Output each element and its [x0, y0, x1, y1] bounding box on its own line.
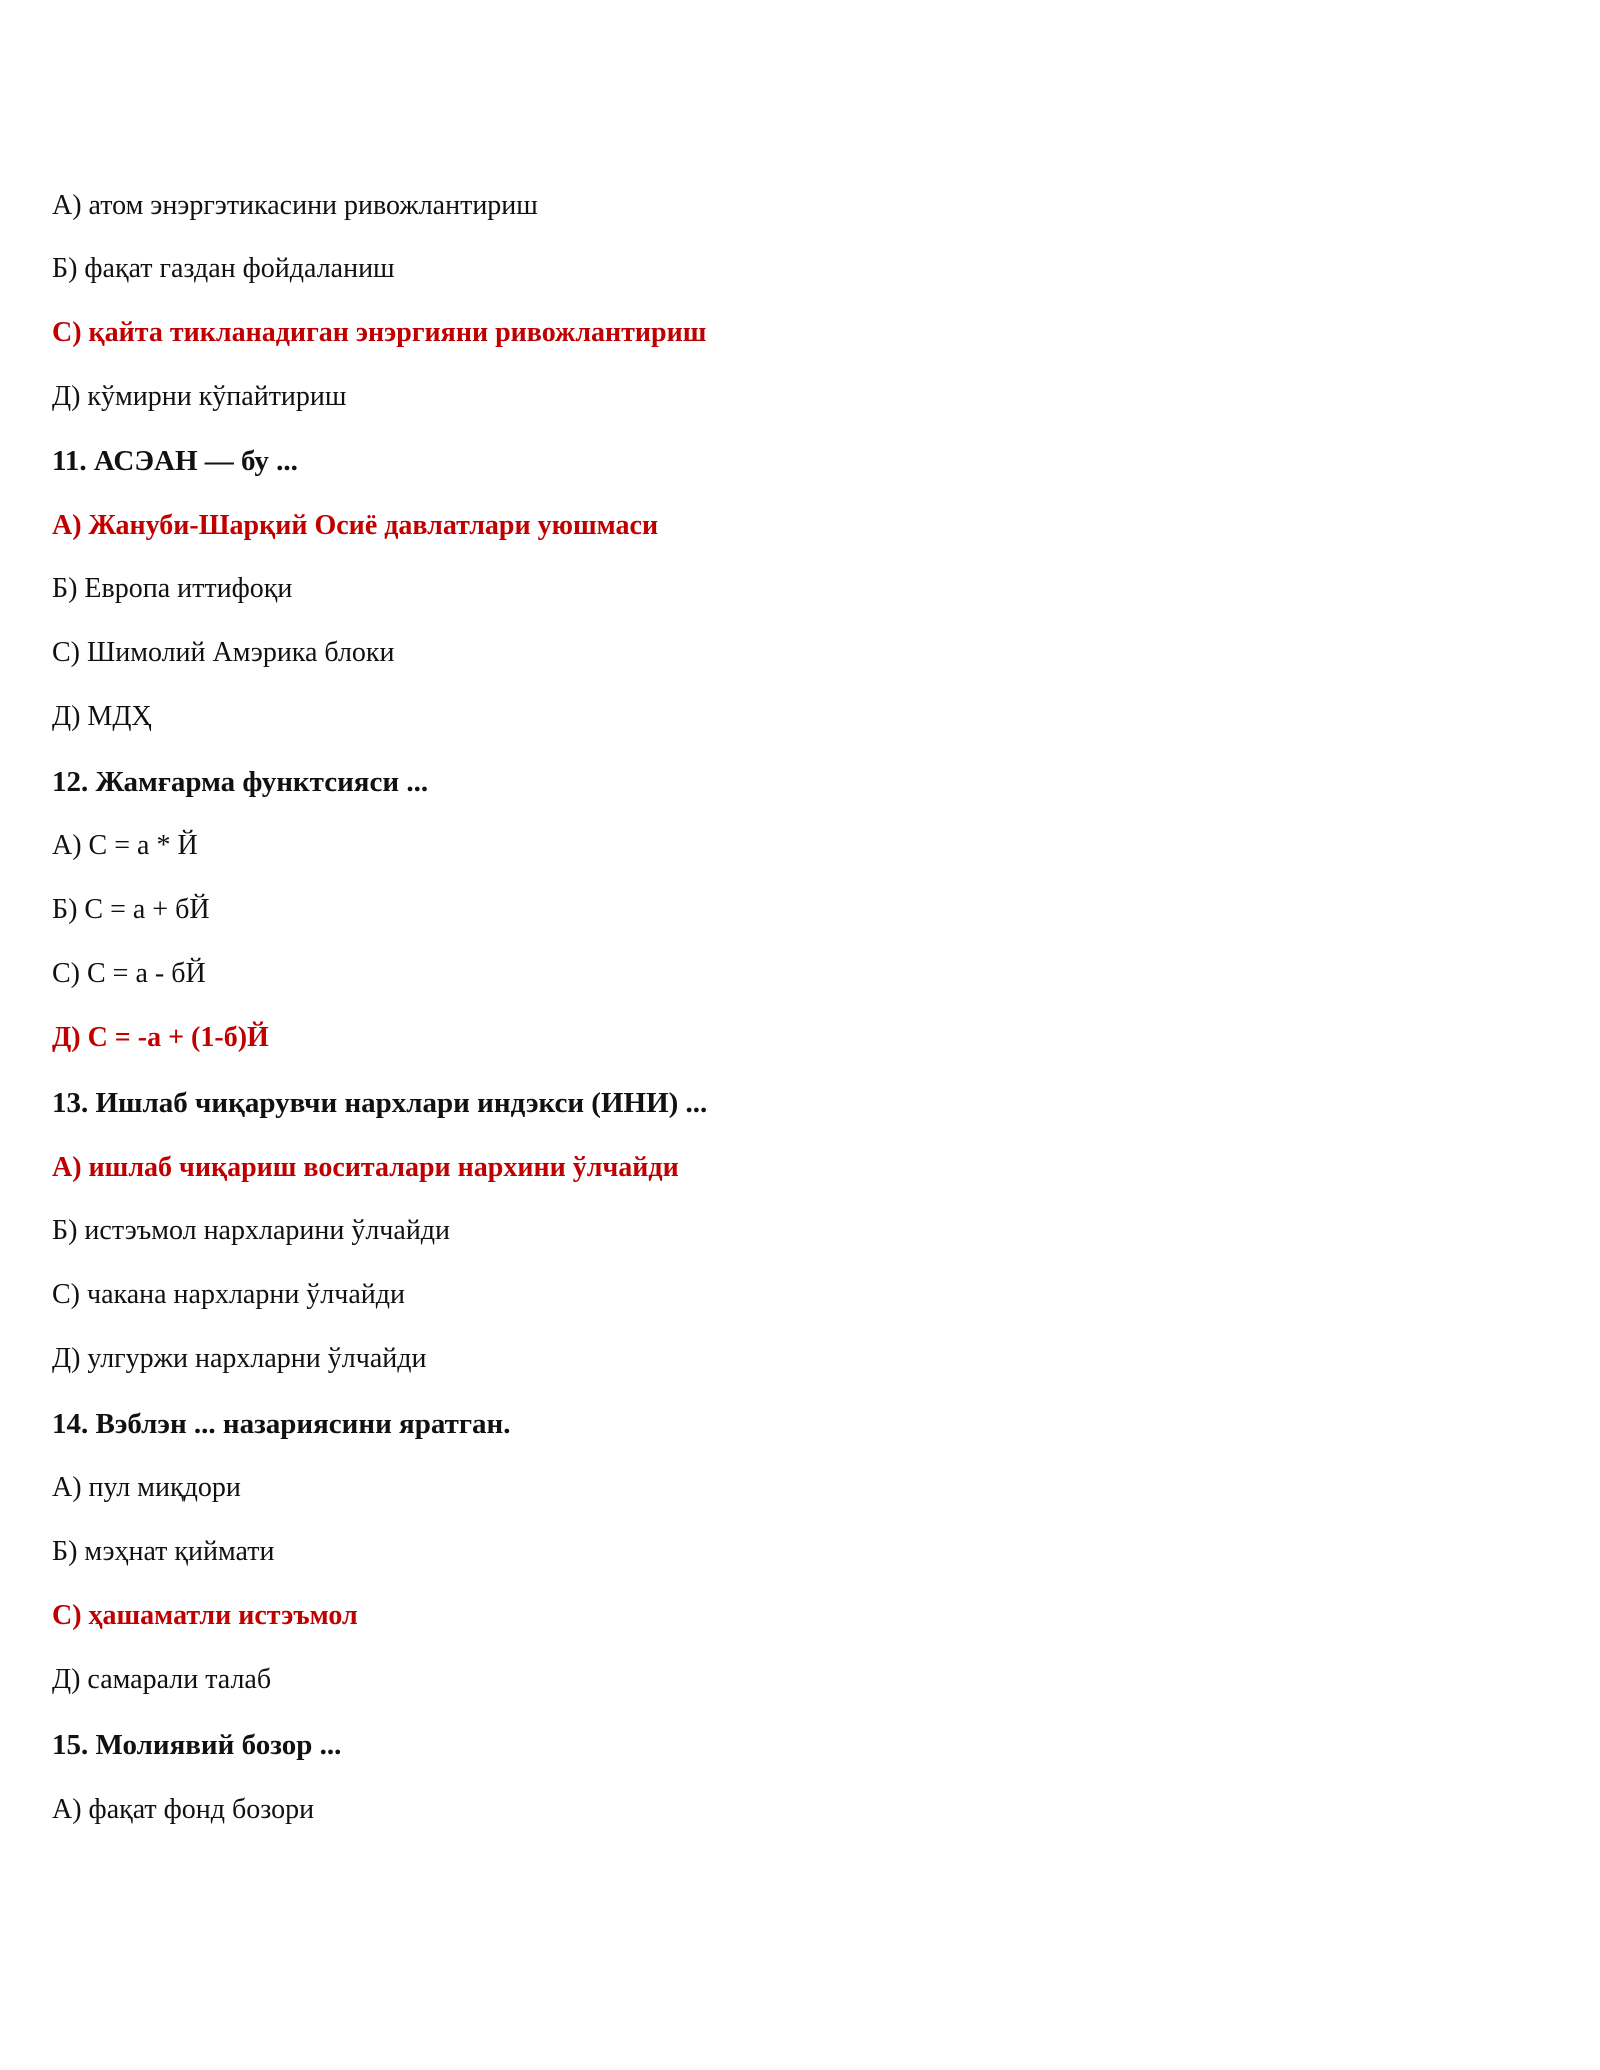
option-text: Д) кўмирни кўпайтириш [52, 381, 347, 412]
option-text: С) С = а - бЙ [52, 958, 206, 989]
option-text: А) С = а * Й [52, 830, 198, 861]
correct-answer: С) қайта тикланадиган энэргияни ривожлантириш [52, 317, 707, 348]
option-text: С) чакана нархларни ўлчайди [52, 1279, 406, 1310]
correct-answer: Д) С = -а + (1-б)Й [52, 1022, 269, 1053]
question-heading: 11. АСЭАН — бу ... [52, 445, 298, 477]
question-heading: 14. Вэблэн ... назариясини яратган. [52, 1408, 511, 1440]
correct-answer: А) ишлаб чиқариш воситалари нархини ўлчайди [52, 1152, 679, 1183]
correct-answer: А) Жануби-Шарқий Осиё давлатлари уюшмаси [52, 510, 659, 541]
option-text: А) атом энэргэтикасини ривожлантириш [52, 190, 538, 221]
option-text: Д) улгуржи нархларни ўлчайди [52, 1343, 427, 1374]
option-text: А) фақат фонд бозори [52, 1794, 315, 1825]
option-text: Б) фақат газдан фойдаланиш [52, 253, 395, 284]
question-heading: 13. Ишлаб чиқарувчи нархлари индэкси (ИНИ) ... [52, 1087, 708, 1119]
correct-answer: С) ҳашаматли истэъмол [52, 1600, 358, 1631]
option-text: Б) С = а + бЙ [52, 894, 210, 925]
option-text: Б) истэъмол нархларини ўлчайди [52, 1215, 451, 1246]
option-text: С) Шимолий Амэрика блоки [52, 637, 395, 668]
option-text: Б) Европа иттифоқи [52, 573, 293, 604]
option-text: Б) мэҳнат қиймати [52, 1536, 275, 1567]
question-heading: 12. Жамғарма функтсияси ... [52, 766, 429, 798]
option-text: Д) МДҲ [52, 701, 152, 732]
option-text: А) пул миқдори [52, 1472, 241, 1503]
option-text: Д) самарали талаб [52, 1664, 272, 1695]
question-heading: 15. Молиявий бозор ... [52, 1729, 342, 1761]
